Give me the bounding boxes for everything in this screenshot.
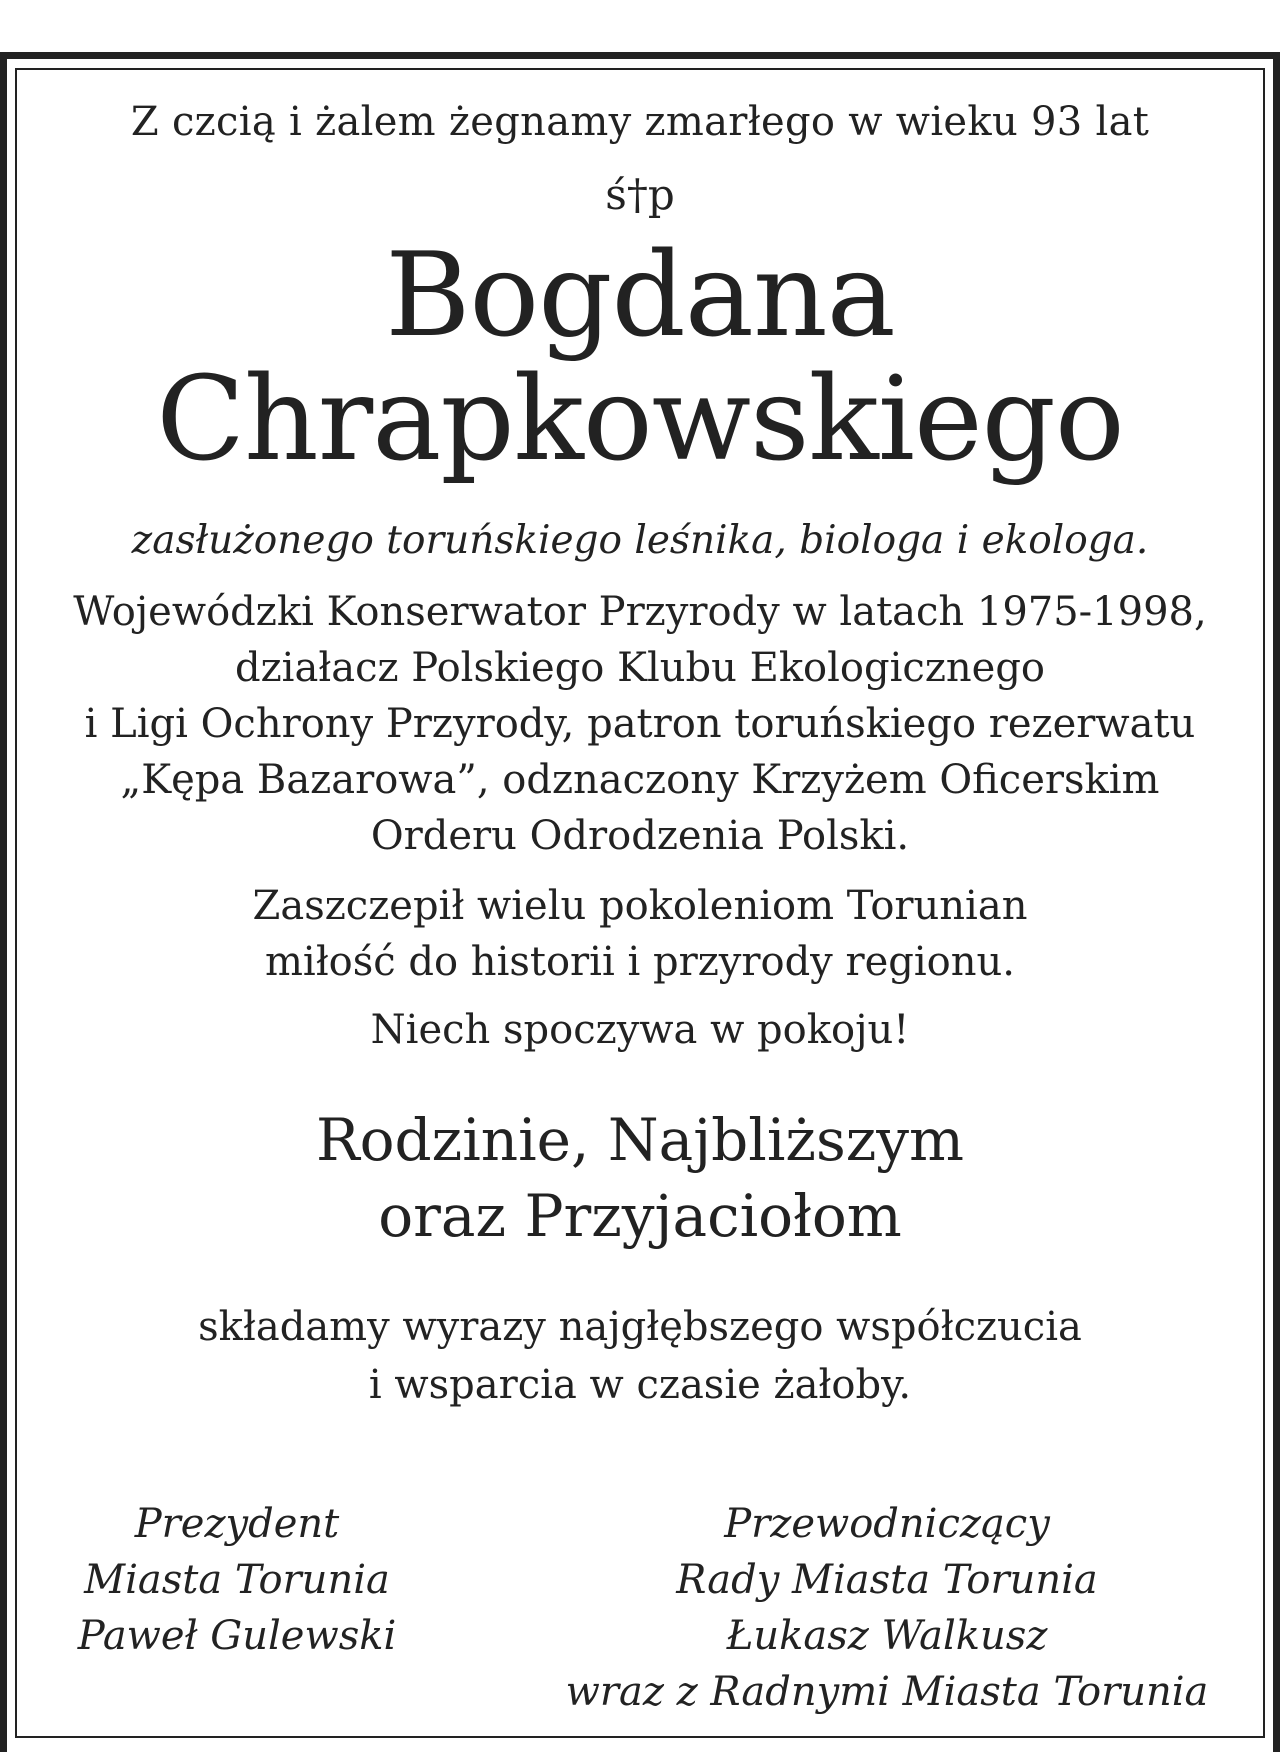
legacy-paragraph <box>17 878 1263 990</box>
signature-council-chair <box>547 1496 1227 1720</box>
deceased-first-name: Bogdana <box>385 228 895 363</box>
biography-paragraph <box>17 584 1263 864</box>
stp-mark: ś†p <box>605 170 675 219</box>
biography-line: i Ligi Ochrony Przyrody, patron toruńskiego rezerwatu <box>84 701 1196 747</box>
legacy-line: Zaszczepił wielu pokoleniom Torunian <box>252 883 1028 929</box>
intro-line: Z czcią i żalem żegnamy zmarłego w wieku 93 lat <box>130 99 1150 145</box>
signature-line: Łukasz Walkusz <box>726 1613 1048 1659</box>
deceased-description: zasłużonego toruńskiego leśnika, biologa i ekologa. <box>131 518 1149 563</box>
obituary-notice <box>17 70 1263 1414</box>
deceased-name <box>17 228 1263 487</box>
signature-line: Miasta Torunia <box>84 1557 390 1603</box>
condolence-line: i wsparcia w czasie żałoby. <box>368 1362 912 1408</box>
rest-in-peace: Niech spoczywa w pokoju! <box>370 1007 910 1053</box>
condolence-line: składamy wyrazy najgłębszego współczucia <box>198 1304 1082 1350</box>
signature-line: Przewodniczący <box>724 1501 1050 1547</box>
recipients-line: Rodzinie, Najbliższym <box>315 1106 965 1174</box>
biography-line: Orderu Odrodzenia Polski. <box>370 813 910 859</box>
recipients-heading <box>17 1102 1263 1254</box>
signature-mayor <box>57 1496 417 1664</box>
signatures <box>17 1496 1263 1726</box>
deceased-last-name: Chrapkowskiego <box>156 352 1124 487</box>
signature-line: Rady Miasta Torunia <box>676 1557 1098 1603</box>
biography-line: Wojewódzki Konserwator Przyrody w latach 1975-1998, <box>73 589 1207 635</box>
biography-line: działacz Polskiego Klubu Ekologicznego <box>234 645 1046 691</box>
condolence-paragraph <box>17 1298 1263 1414</box>
biography-line: „Kępa Bazarowa”, odznaczony Krzyżem Oficerskim <box>120 757 1160 803</box>
signature-line: Paweł Gulewski <box>77 1613 397 1659</box>
recipients-line: oraz Przyjaciołom <box>378 1182 902 1250</box>
signature-line: Prezydent <box>134 1501 340 1547</box>
legacy-line: miłość do historii i przyrody regionu. <box>264 939 1016 985</box>
signature-line: wraz z Radnymi Miasta Torunia <box>565 1669 1209 1715</box>
